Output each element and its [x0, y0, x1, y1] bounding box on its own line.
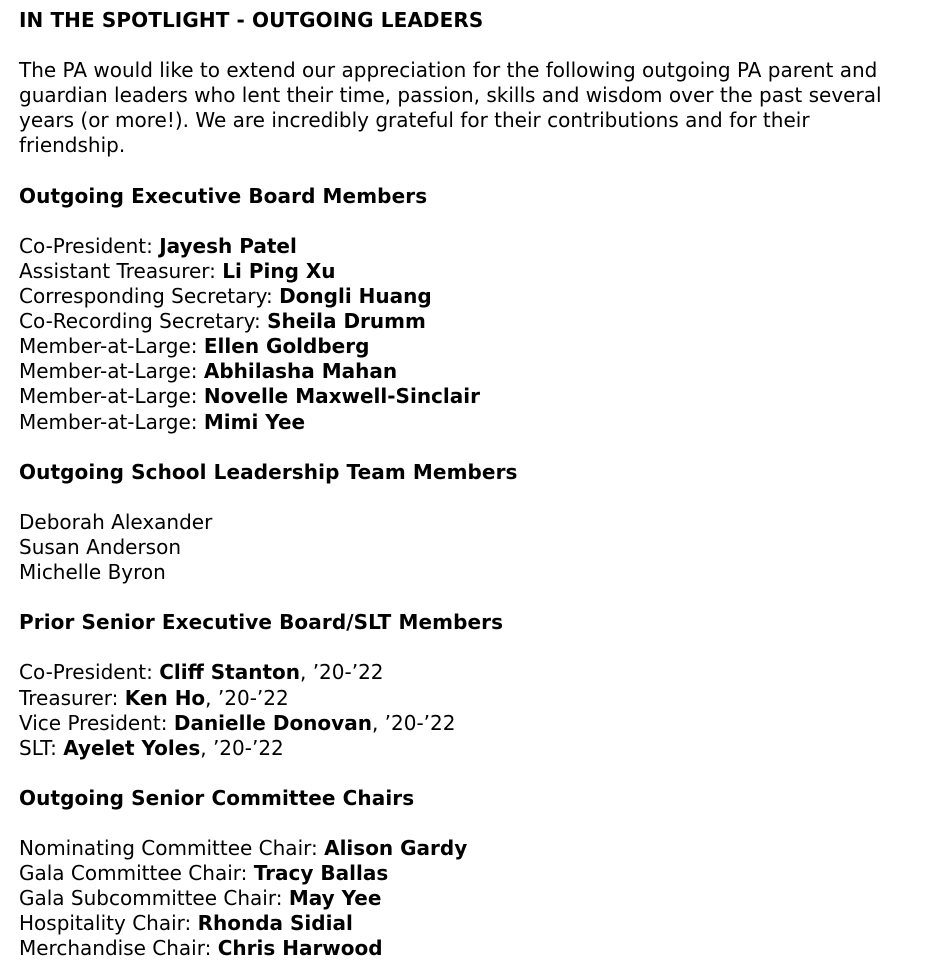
- entry-role: Deborah Alexander: [19, 509, 213, 534]
- leader-entry: [19, 510, 909, 535]
- leader-entry: [19, 359, 909, 384]
- entry-name: Li Ping Xu: [222, 258, 336, 283]
- leader-entry: [19, 911, 909, 936]
- page-title: IN THE SPOTLIGHT - OUTGOING LEADERS: [19, 8, 484, 32]
- entry-role: Susan Anderson: [19, 534, 181, 559]
- leader-entry: [19, 660, 909, 685]
- entry-name: Novelle Maxwell-Sinclair: [203, 384, 480, 409]
- entry-role: Member-at-Large:: [19, 409, 204, 434]
- entry-name: Alison Gardy: [324, 836, 468, 861]
- entry-term: , ’20-’22: [371, 710, 456, 735]
- spacer: [19, 585, 909, 610]
- entry-role: Member-at-Large:: [19, 334, 204, 359]
- sections-container: [19, 159, 909, 962]
- entry-name: Dongli Huang: [279, 284, 432, 309]
- entry-role: Gala Subcommittee Chair:: [19, 886, 289, 911]
- entry-role: Member-at-Large:: [19, 384, 204, 409]
- entry-role: SLT:: [19, 735, 64, 760]
- section-heading: Outgoing Senior Committee Chairs: [19, 785, 415, 810]
- leader-entry: [19, 560, 909, 585]
- entry-role: Gala Committee Chair:: [19, 861, 254, 886]
- leader-entry: [19, 936, 909, 961]
- leader-entry: [19, 334, 909, 359]
- spacer: [19, 435, 909, 460]
- entry-role: Michelle Byron: [19, 560, 166, 585]
- leader-entry: [19, 309, 909, 334]
- leader-entry: [19, 711, 909, 736]
- leader-entry: [19, 384, 909, 409]
- entry-name: Cliff Stanton: [159, 660, 300, 685]
- intro-paragraph: The PA would like to extend our appreciation for the following outgoing PA parent and guardian leaders who lent their time, passion, skills and wisdom over the past several years (or more!). We are incredibly grateful for their contributions and for their friendship.: [19, 58, 882, 158]
- leader-entry: [19, 836, 909, 861]
- spacer: [19, 209, 909, 234]
- spacer: [19, 635, 909, 660]
- document-body: [19, 8, 909, 962]
- section-heading: Outgoing Executive Board Members: [19, 183, 428, 208]
- spacer: [19, 811, 909, 836]
- entry-name: Rhonda Sidial: [197, 911, 353, 936]
- entry-term: , ’20-’22: [200, 735, 284, 760]
- entry-name: May Yee: [288, 886, 382, 911]
- entry-role: Co-Recording Secretary:: [19, 309, 268, 334]
- entry-role: Assistant Treasurer:: [19, 258, 223, 283]
- leader-entry: [19, 259, 909, 284]
- leader-entry: [19, 736, 909, 761]
- entry-role: Corresponding Secretary:: [19, 284, 280, 309]
- spacer: [19, 159, 909, 184]
- entry-name: Mimi Yee: [203, 409, 306, 434]
- section-heading: Outgoing School Leadership Team Members: [19, 459, 518, 484]
- entry-term: , ’20-’22: [299, 660, 384, 685]
- entry-role: Co-President:: [19, 233, 160, 258]
- entry-name: Abhilasha Mahan: [203, 359, 398, 384]
- entry-term: , ’20-’22: [205, 685, 289, 710]
- entry-role: Merchandise Chair:: [19, 936, 218, 961]
- leader-entry: [19, 886, 909, 911]
- entry-name: Ayelet Yoles: [63, 735, 201, 760]
- section-heading: Prior Senior Executive Board/SLT Members: [19, 610, 504, 635]
- entry-name: Ellen Goldberg: [203, 334, 370, 359]
- entry-role: Treasurer:: [19, 685, 125, 710]
- entry-name: Chris Harwood: [217, 936, 383, 961]
- leader-entry: [19, 284, 909, 309]
- leader-entry: [19, 535, 909, 560]
- spacer: [19, 761, 909, 786]
- entry-role: Co-President:: [19, 660, 160, 685]
- spacer: [19, 485, 909, 510]
- entry-name: Danielle Donovan: [173, 710, 372, 735]
- entry-name: Sheila Drumm: [267, 309, 426, 334]
- entry-role: Nominating Committee Chair:: [19, 836, 325, 861]
- entry-name: Jayesh Patel: [159, 233, 297, 258]
- entry-name: Tracy Ballas: [253, 861, 389, 886]
- leader-entry: [19, 410, 909, 435]
- leader-entry: [19, 686, 909, 711]
- leader-entry: [19, 234, 909, 259]
- entry-role: Hospitality Chair:: [19, 911, 198, 936]
- entry-role: Vice President:: [19, 710, 174, 735]
- spacer: [19, 33, 909, 58]
- entry-role: Member-at-Large:: [19, 359, 204, 384]
- leader-entry: [19, 861, 909, 886]
- entry-name: Ken Ho: [124, 685, 206, 710]
